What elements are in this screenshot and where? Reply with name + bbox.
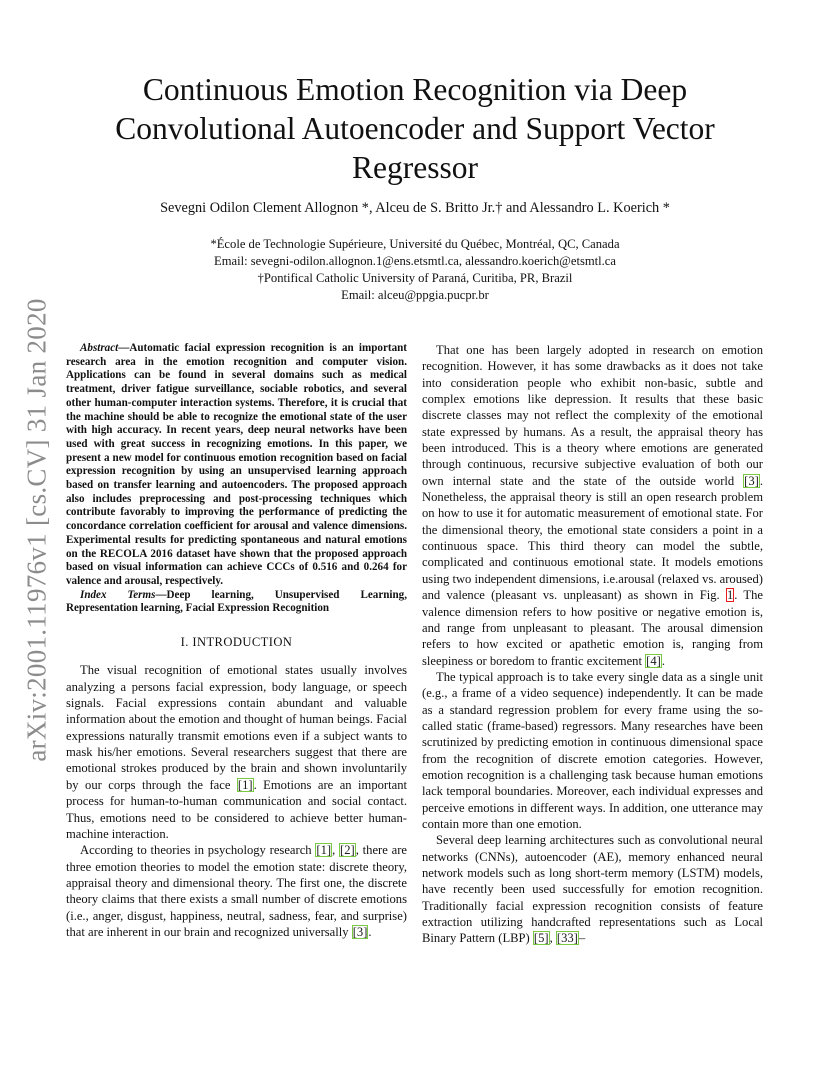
citation-link[interactable]: [1]: [237, 777, 253, 792]
right-column: [422, 342, 763, 947]
abstract: [66, 342, 407, 589]
intro-paragraph-3: That one has been largely adopted in research on emotion recognition. However, it has some drawbacks as it does not take into consideration people who exhibit non-basic, subtle and complex emotions like depression. It results that these basic discrete classes may not reflect the complexity of the emotional state expressed by humans. As a result, the appraisal theory has been introduced. This is a theory where emotions are generated through continuous, recursive subjective evaluation of both our own internal state and the state of the outside world [3]. Nonetheless, the appraisal theory is still an open research problem on how to use it for automatic measurement of emotional state. For the dimensional theory, the emotional state considers a point in a continuous space. This third theory can model the subtle, complicated and continuous emotional state. It models emotions using two independent dimensions, i.e.arousal (relaxed vs. aroused) and valence (pleasant vs. unpleasant) as shown in Fig. 1. The valence dimension refers to how positive or negative emotion is, and range from unpleasant to pleasant. The arousal dimension refers to how excited or apathetic emotion is, ranging from sleepiness or boredom to frantic excitement [4].: [422, 343, 763, 668]
index-terms-label: Index Terms: [80, 588, 156, 601]
citation-link[interactable]: [4]: [646, 653, 661, 668]
left-column: [66, 342, 407, 940]
affiliation-line: †Pontifical Catholic University of Paraná, Curitiba, PR, Brazil: [257, 271, 573, 285]
affiliation-line: *École de Technologie Supérieure, Université du Québec, Montréal, QC, Canada: [210, 237, 620, 251]
abstract-label: Abstract: [80, 342, 119, 354]
index-terms-text: —Deep learning, Unsupervised Learning, Representation learning, Facial Expression Recognition: [66, 588, 407, 615]
citation-link[interactable]: [33]: [556, 931, 578, 946]
index-terms: [66, 589, 407, 616]
affiliations: [70, 236, 760, 304]
affiliation-email: Email: alceu@ppgia.pucpr.br: [341, 288, 489, 302]
intro-paragraph-5: Several deep learning architectures such as convolutional neural networks (CNNs), autoencoder (AE), memory enhanced neural network models such as long short-term memory (LSTM) models, have recently been used successfully for emotion recognition. Traditionally facial expression recognition consists of feature extraction utilizing handcrafted representations such as Local Binary Pattern (LBP) [5], [33]–: [422, 833, 763, 946]
author-list: Sevegni Odilon Clement Allognon *, Alceu de S. Britto Jr.† and Alessandro L. Koerich *: [160, 200, 670, 216]
intro-paragraph-1: The visual recognition of emotional states usually involves analyzing a persons facial expression, body language, or speech signals. Facial expressions contain abundant and valuable information about the emotion and thought of human beings. Facial expressions naturally transmit emotions even if a subject wants to mask his/her emotions. Several researchers suggest that there are emotional strokes produced by the brain and shown involuntarily by our corps through the face [1]. Emotions are an important process for human-to-human communication and social contact. Thus, emotions need to be considered to achieve better human-machine interaction.: [66, 663, 408, 841]
intro-paragraph-2: According to theories in psychology research [1], [2], there are three emotion theories to model the emotion state: discrete theory, appraisal theory and dimensional theory. The first one, the discrete theory claims that there exists a small number of discrete emotions (i.e., anger, disgust, happiness, neutral, sadness, fear, and surprise) that are inherent in our brain and recognized universally [3].: [66, 843, 407, 939]
affiliation-email: Email: sevegni-odilon.allognon.1@ens.etsmtl.ca, alessandro.koerich@etsmtl.ca: [214, 254, 616, 268]
intro-paragraph-4: The typical approach is to take every single data as a single unit (e.g., a frame of a video sequence) independently. It can be made as a standard regression problem for every frame using the so-called static (frame-based) regressors. Many researches have been scrutinized by predicting emotion in continuous dimensional space from the recognition of discrete emotion categories. However, emotion recognition is a challenging task because human emotions lack temporal boundaries. Moreover, each individual expresses and perceive emotions in different ways. In addition, one utterance may contain more than one emotion.: [422, 669, 763, 831]
paper-title: Continuous Emotion Recognition via Deep Convolutional Autoencoder and Support Vector Regressor: [115, 72, 715, 185]
citation-link[interactable]: [2]: [340, 843, 355, 858]
abstract-text: —Automatic facial expression recognition is an important research area in the emotion recognition and computer vision. Applications can be found in several domains such as medical treatment, driver fatigue surveillance, sociable robotics, and several other human-computer interaction systems. Therefore, it is crucial that the machine should be able to recognize the emotional state of the user with high accuracy. In recent years, deep neural networks have been used with great success in recognizing emotions. In this paper, we present a new model for continuous emotion recognition based on facial expression recognition by using an unsupervised learning approach based on transfer learning and autoencoders. The proposed approach also includes preprocessing and post-processing techniques which contribute favorably to improving the performance of predicting the concordance correlation coefficient for arousal and valence dimensions. Experimental results for predicting spontaneous and natural emotions on the RECOLA 2016 dataset have shown that the proposed approach based on visual information can achieve CCCs of 0.516 and 0.264 for valence and arousal, respectively.: [66, 342, 407, 587]
citation-link[interactable]: [5]: [533, 931, 549, 946]
arxiv-stamp: [14, 290, 60, 770]
section-heading: I. INTRODUCTION: [180, 635, 293, 650]
citation-link[interactable]: [1]: [316, 843, 332, 858]
arxiv-stamp-text: arXiv:2001.11976v1 [cs.CV] 31 Jan 2020: [21, 298, 52, 762]
citation-link[interactable]: [3]: [352, 924, 368, 939]
figure-link[interactable]: 1: [726, 588, 734, 603]
citation-link[interactable]: [3]: [744, 473, 759, 488]
